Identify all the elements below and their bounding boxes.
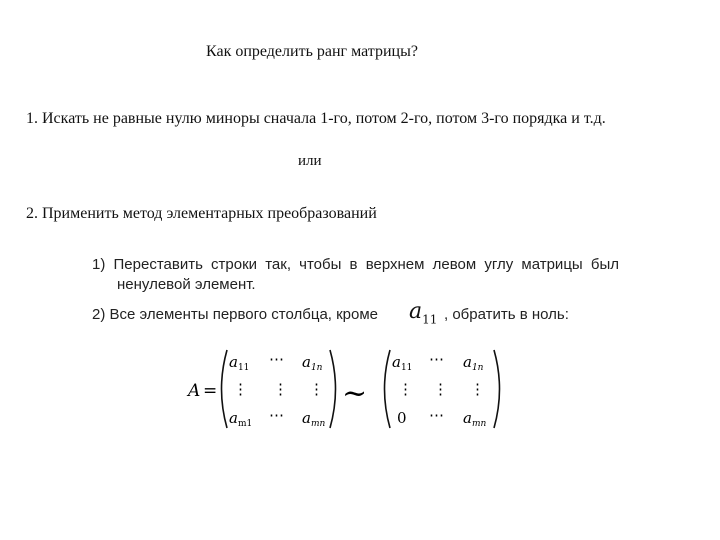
right-zero: 0 (397, 409, 407, 427)
or-text: или (298, 153, 322, 169)
step-2-text-before: 2) Все элементы первого столбца, кроме (92, 306, 379, 323)
left-row3-hdots: ⋯ (269, 406, 284, 424)
method-1-text: 1. Искать не равные нулю миноры сначала 1-го, потом 2-го, потом 3-го порядка и т.д. (26, 110, 606, 127)
step-1-line-b: ненулевой элемент. (117, 276, 256, 293)
left-matrix-open-bracket (222, 350, 228, 428)
left-col2-vdots: ⋮ (273, 380, 288, 398)
element-symbol: a (409, 299, 423, 324)
right-col3-vdots: ⋮ (470, 380, 485, 398)
left-matrix-close-bracket (330, 350, 336, 428)
right-a11: $a_{11}$ (392, 353, 413, 373)
left-col1-vdots: ⋮ (233, 380, 248, 398)
left-a1n: $a_{1n}$ (302, 353, 323, 373)
left-a11: $a_{11}$ (229, 353, 250, 373)
left-row1-hdots: ⋯ (269, 350, 284, 368)
right-a1n: $a_{1n}$ (463, 353, 484, 373)
equivalence-tilde: ~ (342, 376, 368, 411)
right-matrix-close-bracket (494, 350, 500, 428)
right-matrix-open-bracket (385, 350, 391, 428)
left-amn: $a_{mn}$ (302, 409, 326, 429)
step-2-text-after: , обратить в ноль: (444, 306, 569, 323)
right-col1-vdots: ⋮ (398, 380, 413, 398)
right-row3-hdots: ⋯ (429, 406, 444, 424)
right-col2-vdots: ⋮ (433, 380, 448, 398)
right-row1-hdots: ⋯ (429, 350, 444, 368)
right-amn: $a_{mn}$ (463, 409, 487, 429)
element-index: 11 (422, 312, 438, 327)
left-am1: $a_{m1}$ (229, 409, 253, 429)
matrix-equals-sign: = (203, 381, 218, 401)
left-col3-vdots: ⋮ (309, 380, 324, 398)
step-1-line-a: 1) Переставить строки так, чтобы в верхнем левом углу матрицы был (92, 256, 619, 273)
page-title: Как определить ранг матрицы? (206, 43, 418, 60)
method-2-text: 2. Применить метод элементарных преобразований (26, 205, 377, 222)
matrix-lhs-symbol: A (188, 381, 201, 401)
